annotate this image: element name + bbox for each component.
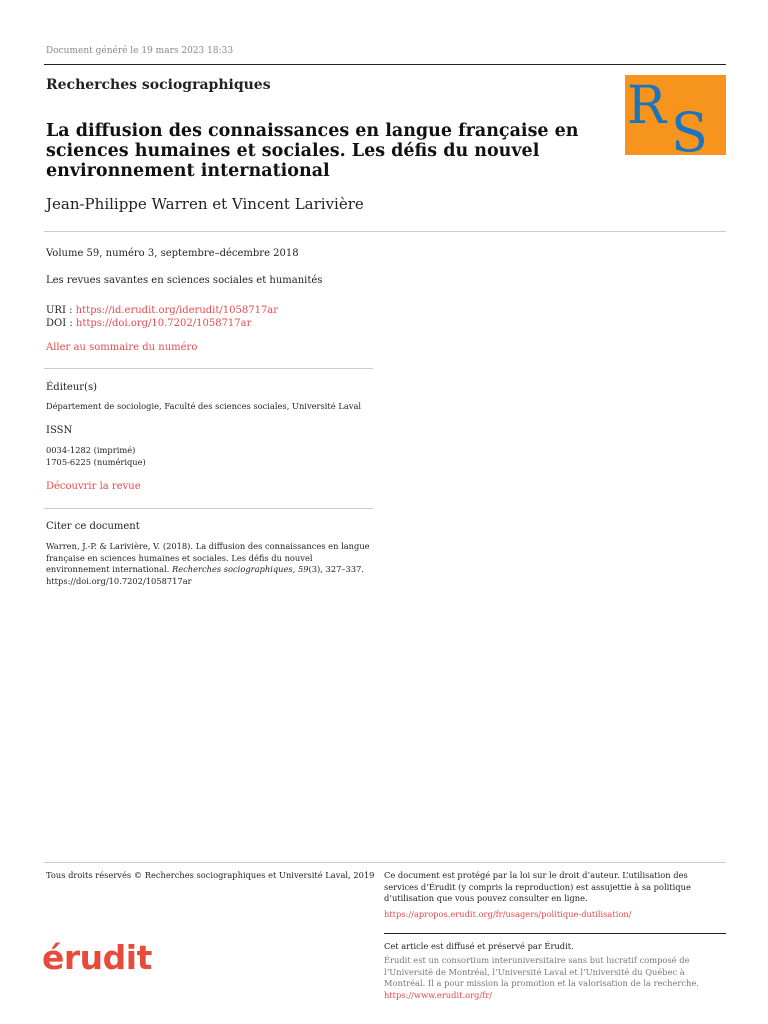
issn-digital: 1705-6225 (numérique) [46, 456, 146, 467]
usage-notice [384, 870, 714, 920]
top-divider [44, 64, 726, 65]
uri-line [46, 304, 278, 317]
footer-divider-right [384, 933, 726, 934]
doi-link[interactable]: https://doi.org/10.7202/1058717ar [75, 318, 252, 329]
identifiers [46, 304, 278, 330]
issue-toc-link[interactable]: Aller au sommaire du numéro [46, 342, 198, 353]
erudit-logo: érudit [42, 938, 152, 977]
section-divider [44, 368, 373, 369]
article-authors: Jean-Philippe Warren et Vincent Larivière [46, 195, 364, 213]
journal-name: Recherches sociographiques [46, 77, 271, 93]
diffusion-notice: Cet article est diffusé et préservé par Érudit. [384, 941, 574, 951]
footer-divider [44, 862, 726, 863]
issue-theme: Les revues savantes en sciences sociales et humanités [46, 275, 323, 286]
volume-info: Volume 59, numéro 3, septembre–décembre 2018 [46, 248, 299, 259]
generated-date: Document généré le 19 mars 2023 18:33 [46, 46, 234, 56]
svg-text:R: R [627, 76, 667, 136]
doi-line [46, 317, 278, 330]
doi-label: DOI : [46, 318, 76, 329]
svg-text:S: S [671, 101, 708, 155]
copyright-notice: Tous droits réservés © Recherches sociographiques et Université Laval, 2019 [46, 870, 375, 880]
publisher-value: Département de sociologie, Faculté des sciences sociales, Université Laval [46, 401, 362, 411]
publisher-heading: Éditeur(s) [46, 382, 97, 393]
citation-text: Warren, J.-P. & Larivière, V. (2018). La diffusion des connaissances en langue française en sciences humaines et sociales. Les défis du nouvel environnement international. Recherches sociographiques, 59(3), 327–337. https://doi.org/10.7202/1058717ar [46, 541, 370, 586]
policy-link[interactable]: https://apropos.erudit.org/fr/usagers/politique-dutilisation/ [384, 908, 632, 919]
discover-journal-link[interactable]: Découvrir la revue [46, 481, 141, 492]
rs-logo-icon [625, 75, 726, 155]
section-divider [44, 508, 373, 509]
issn-values [46, 445, 146, 468]
erudit-link[interactable]: https://www.erudit.org/fr/ [384, 989, 492, 1000]
issn-print: 0034-1282 (imprimé) [46, 445, 136, 455]
article-title: La diffusion des connaissances en langue française en sciences humaines et sociales. Les défis du nouvel environnement international [46, 121, 579, 181]
journal-logo [625, 75, 726, 155]
uri-label: URI : [46, 305, 76, 316]
usage-notice-text: Ce document est protégé par la loi sur le droit d’auteur. L’utilisation des services d’Érudit (y compris la reproduction) est assujettie à sa politique d’utilisation que vous pouvez consulter en ligne. [384, 870, 691, 903]
uri-link[interactable]: https://id.erudit.org/iderudit/1058717ar [75, 305, 279, 316]
consortium-text: Érudit est un consortium interuniversitaire sans but lucratif composé de l’Université de Montréal, l’Université Laval et l’Université du Québec à Montréal. Il a pour mission la promotion et la valorisation de la recherche. [384, 955, 699, 988]
issn-heading: ISSN [46, 425, 73, 436]
consortium-notice [384, 955, 714, 1001]
header-divider [44, 231, 726, 232]
cite-heading: Citer ce document [46, 521, 140, 532]
